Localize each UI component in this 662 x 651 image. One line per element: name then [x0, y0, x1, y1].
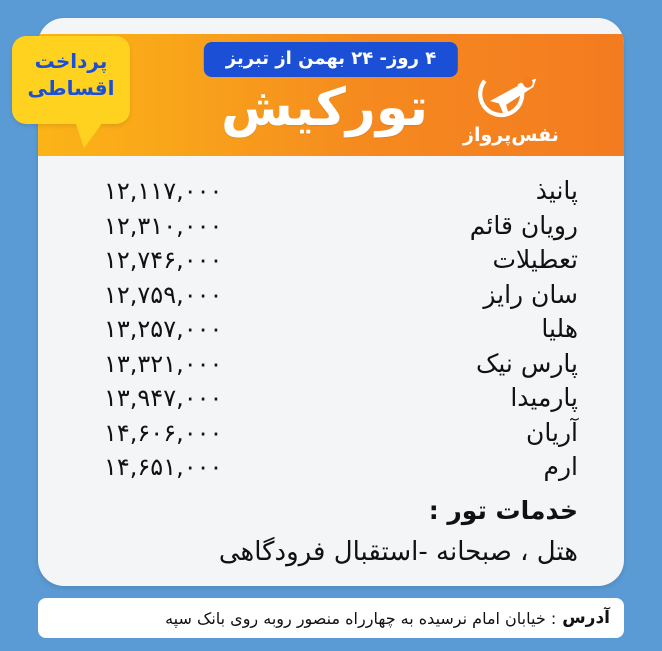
airplane-icon: [469, 66, 553, 122]
agency-name: نفس‌پرواز: [463, 124, 559, 146]
hotel-price: ۱۳,۲۵۷,۰۰۰: [104, 315, 223, 343]
hotel-name: سان رایز: [483, 279, 578, 309]
hotel-price: ۱۳,۹۴۷,۰۰۰: [104, 384, 223, 412]
price-list: [38, 176, 624, 487]
hotel-name: پارمیدا: [510, 383, 578, 412]
hotel-name: رویان قائم: [469, 210, 578, 240]
installment-badge-line1: پرداخت: [34, 49, 108, 73]
installment-badge-tail: [74, 118, 106, 148]
list-item: [38, 349, 624, 384]
hotel-price: ۱۴,۶۰۶,۰۰۰: [104, 418, 223, 447]
address-text: : خیابان امام نرسیده به چهارراه منصور روبه روی بانک سپه: [165, 608, 557, 628]
hotel-name: ارم: [543, 452, 578, 481]
hotel-price: ۱۳,۳۲۱,۰۰۰: [104, 349, 223, 378]
hotel-name: پارس نیک: [476, 348, 578, 378]
hotel-price: ۱۴,۶۵۱,۰۰۰: [104, 453, 223, 481]
hotel-name: تعطیلات: [492, 245, 578, 274]
hotel-price: ۱۲,۷۵۹,۰۰۰: [104, 280, 223, 309]
agency-logo: [436, 66, 586, 158]
list-item: [38, 314, 624, 349]
tour-date-pill: ۴ روز- ۲۴ بهمن از تبریز: [204, 42, 458, 77]
address-label: آدرس: [562, 608, 610, 628]
hotel-price: ۱۲,۷۴۶,۰۰۰: [104, 246, 223, 274]
services-body: هتل ، صبحانه -استقبال فرودگاهی: [218, 537, 578, 567]
services-section: [78, 496, 578, 567]
address-bar: [38, 598, 624, 638]
list-item: [38, 245, 624, 280]
hotel-price: ۱۲,۳۱۰,۰۰۰: [104, 211, 223, 240]
list-item: [38, 280, 624, 315]
tour-title: تورکیش: [220, 78, 428, 138]
installment-badge-line2: اقساطی: [27, 76, 115, 100]
list-item: [38, 211, 624, 246]
list-item: [38, 176, 624, 211]
services-title: خدمات تور :: [428, 496, 578, 525]
list-item: [38, 383, 624, 418]
hotel-price: ۱۲,۱۱۷,۰۰۰: [104, 177, 223, 205]
hotel-name: هلیا: [541, 314, 578, 343]
hotel-name: پانیذ: [535, 176, 578, 205]
list-item: [38, 452, 624, 487]
list-item: [38, 418, 624, 453]
installment-badge: [12, 36, 130, 124]
hotel-name: آریان: [526, 417, 578, 447]
